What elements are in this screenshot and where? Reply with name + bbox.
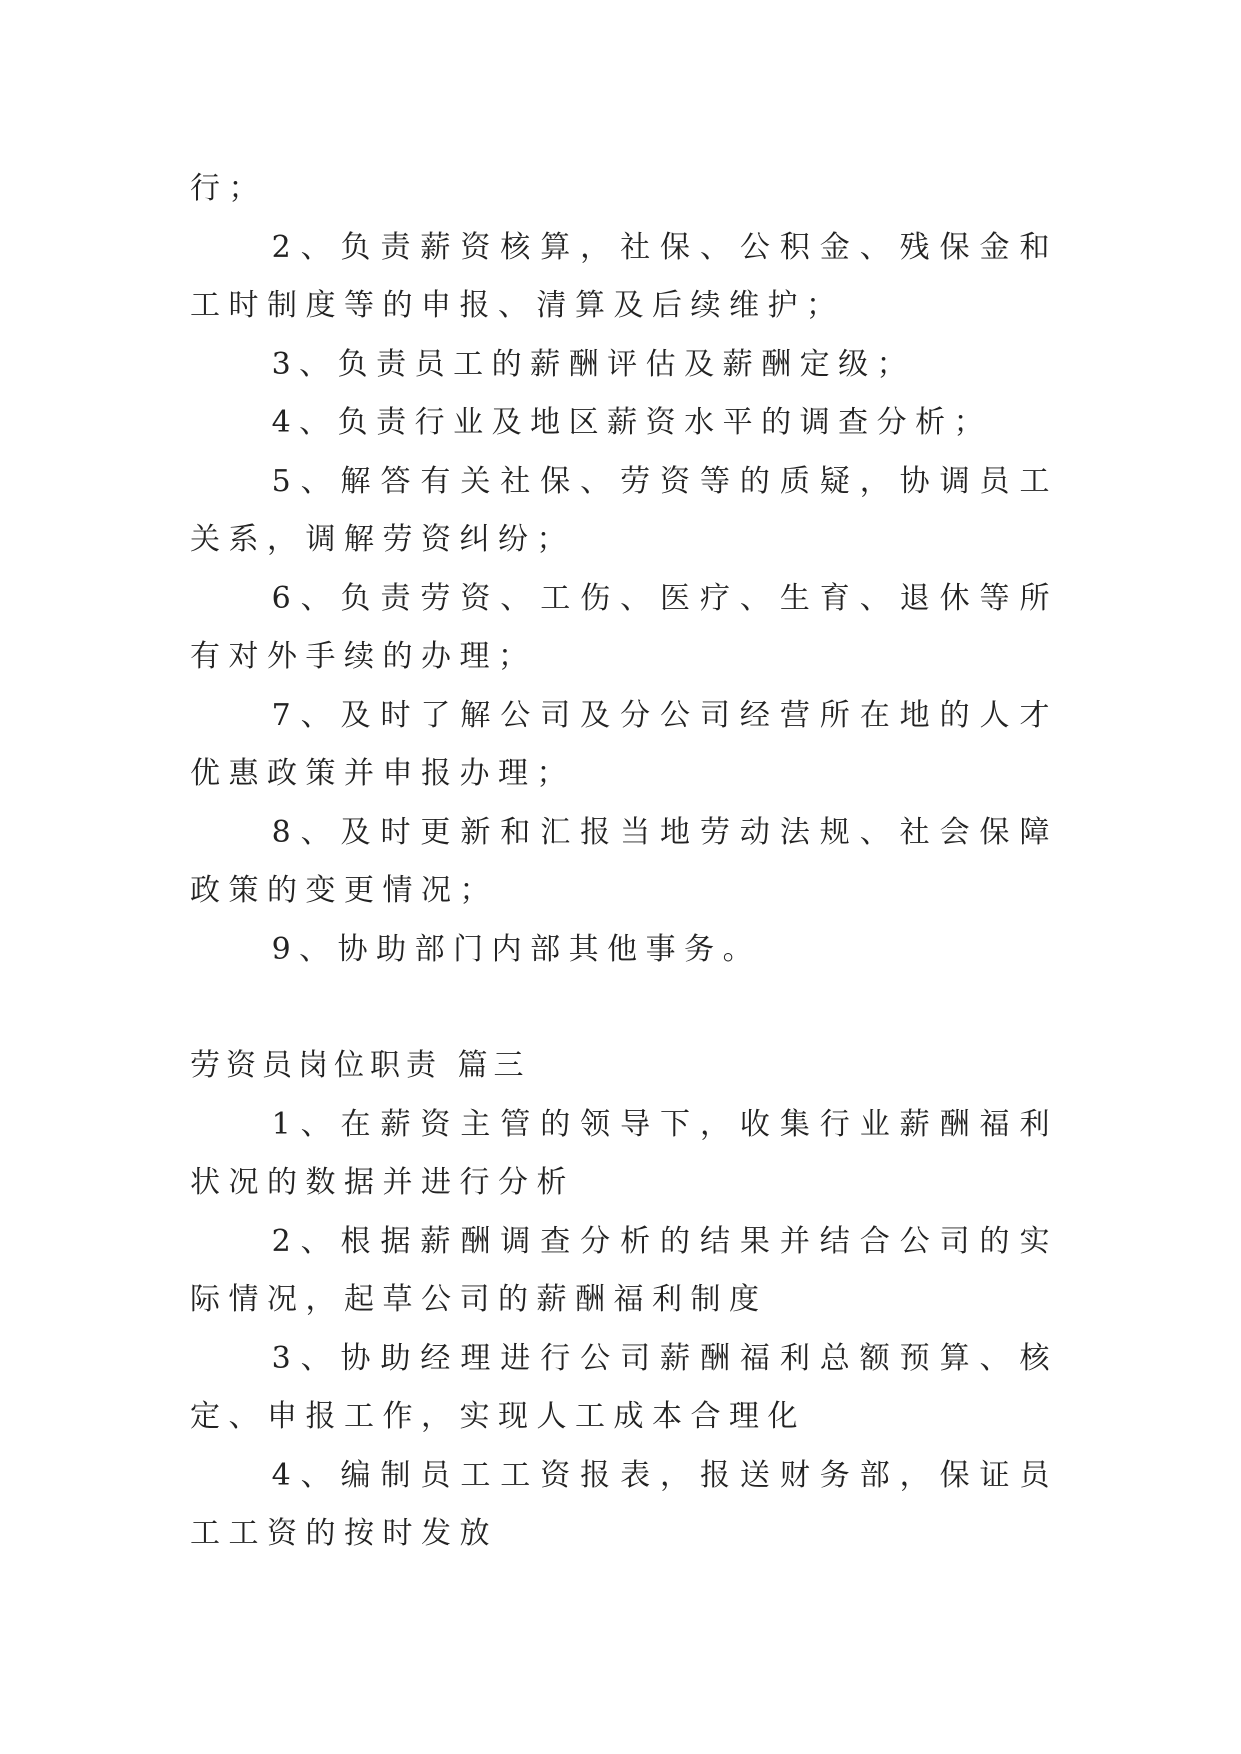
section-gap [190, 979, 1058, 1037]
duty-item-4: 4、负责行业及地区薪资水平的调查分析； [271, 405, 993, 440]
document-body [190, 160, 1058, 1564]
duty-item-2: 2、负责薪资核算，社保、公积金、残保金和工时制度等的申报、清算及后续维护； [190, 229, 1058, 323]
section3-item-4: 4、编制员工工资报表，报送财务部，保证员工工资的按时发放 [190, 1457, 1058, 1551]
duty-item-5: 5、解答有关社保、劳资等的质疑，协调员工关系，调解劳资纠纷； [190, 463, 1058, 557]
duty-item-3: 3、负责员工的薪酬评估及薪酬定级； [271, 346, 916, 382]
section3-item-1: 1、在薪资主管的领导下，收集行业薪酬福利状况的数据并进行分析 [190, 1106, 1058, 1200]
section-title: 劳资员岗位职责 篇三 [190, 1048, 530, 1083]
duty-item-8: 8、及时更新和汇报当地劳动法规、社会保障政策的变更情况； [190, 814, 1058, 908]
duty-item-9: 9、协助部门内部其他事务。 [271, 931, 762, 967]
section3-item-2: 2、根据薪酬调查分析的结果并结合公司的实际情况，起草公司的薪酬福利制度 [190, 1223, 1058, 1317]
duty-item-7: 7、及时了解公司及分公司经营所在地的人才优惠政策并申报办理； [190, 697, 1058, 791]
section3-item-3: 3、协助经理进行公司薪酬福利总额预算、核定、申报工作，实现人工成本合理化 [190, 1340, 1058, 1434]
duty-item-6: 6、负责劳资、工伤、医疗、生育、退休等所有对外手续的办理； [190, 580, 1058, 674]
continuation-line: 行； [190, 171, 267, 206]
